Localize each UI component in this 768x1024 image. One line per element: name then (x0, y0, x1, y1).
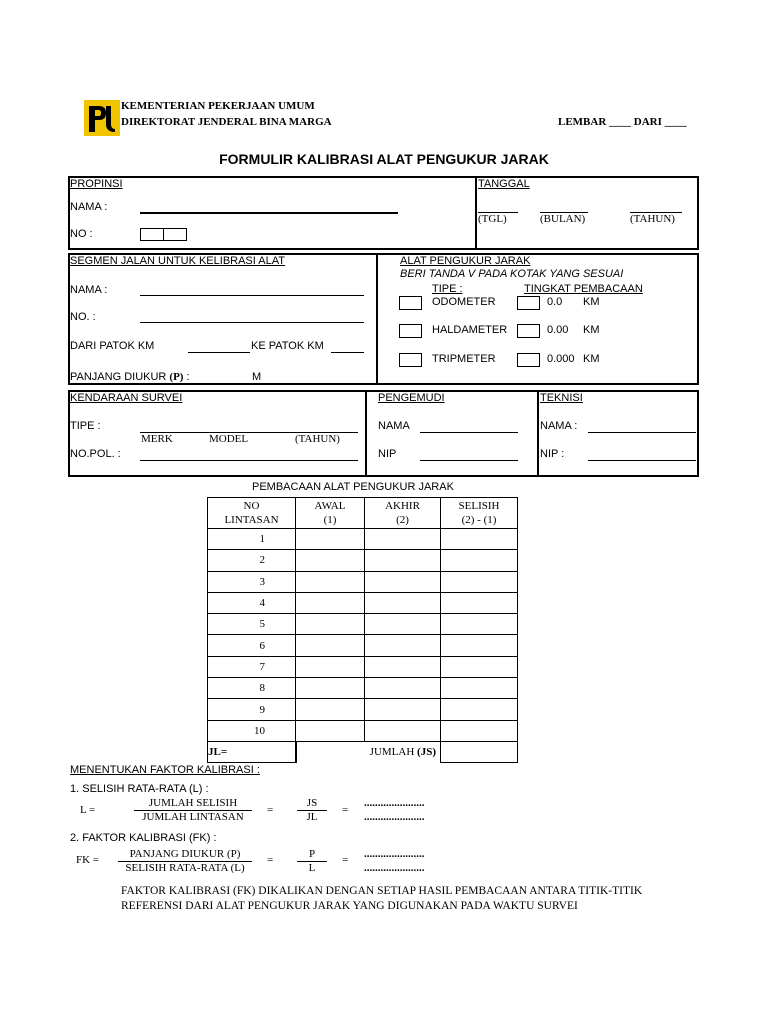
akhir-cell[interactable] (365, 571, 441, 592)
akhir-cell[interactable] (365, 699, 441, 720)
ke-patok-label: KE PATOK KM (251, 340, 324, 352)
tanggal-label: TANGGAL (478, 178, 530, 190)
equals-sign: = (267, 854, 274, 866)
dari-patok-field[interactable] (188, 352, 250, 353)
row-number: 10 (208, 720, 296, 741)
divider (365, 390, 367, 477)
selisih-cell[interactable] (441, 720, 518, 741)
kendaraan-label: KENDARAAN SURVEI (70, 392, 183, 404)
akhir-cell[interactable] (365, 635, 441, 656)
jumlah-label: JUMLAH (JS) (369, 746, 436, 759)
l-denominator: JUMLAH LINTASAN (142, 811, 244, 823)
akhir-cell[interactable] (365, 720, 441, 741)
awal-cell[interactable] (296, 678, 365, 699)
awal-cell[interactable] (296, 614, 365, 635)
propinsi-label: PROPINSI (70, 178, 123, 190)
header-selisih: SELISIH (2) - (1) (441, 498, 518, 529)
sheet-number: LEMBAR ____ DARI ____ (558, 116, 687, 128)
table-row (208, 571, 518, 592)
l-numerator: JUMLAH SELISIH (148, 797, 238, 809)
header-akhir: AKHIR (2) (365, 498, 441, 529)
awal-cell[interactable] (296, 571, 365, 592)
propinsi-no-box-1[interactable] (140, 228, 164, 241)
p-symbol: P (308, 848, 316, 860)
nopol-label: NO.POL. : (70, 448, 121, 460)
tripmeter-reading-checkbox[interactable] (517, 353, 540, 367)
form-title: FORMULIR KALIBRASI ALAT PENGUKUR JARAK (219, 151, 549, 167)
teknisi-label: TEKNISI (540, 392, 583, 404)
row-number: 9 (208, 699, 296, 720)
note-line-2: REFERENSI DARI ALAT PENGUKUR JARAK YANG DIGUNAKAN PADA WAKTU SURVEI (121, 900, 578, 912)
ke-patok-field[interactable] (331, 352, 364, 353)
l-symbol: L (308, 862, 316, 874)
table-caption: PEMBACAAN ALAT PENGUKUR JARAK (252, 481, 454, 493)
row-number: 6 (208, 635, 296, 656)
segmen-no-field[interactable] (140, 322, 364, 323)
note-line-1: FAKTOR KALIBRASI (FK) DIKALIKAN DENGAN SETIAP HASIL PEMBACAAN ANTARA TITIK-TITIK (121, 885, 643, 897)
equals-sign: = (342, 854, 349, 866)
readings-table (207, 497, 518, 763)
jl-cell[interactable]: JL= (208, 741, 296, 762)
tgl-label: (TGL) (478, 213, 507, 225)
tripmeter-unit: KM (583, 353, 600, 365)
selisih-cell[interactable] (441, 614, 518, 635)
panjang-unit: M (252, 371, 262, 383)
table-row (208, 550, 518, 571)
fk-equals: FK = (76, 854, 100, 866)
selisih-cell[interactable] (441, 678, 518, 699)
segmen-label: SEGMEN JALAN UNTUK KELIBRASI ALAT (70, 255, 285, 267)
awal-cell[interactable] (296, 699, 365, 720)
fk-result-top[interactable]: ...................... (364, 848, 425, 860)
awal-cell[interactable] (296, 635, 365, 656)
propinsi-no-label: NO : (70, 228, 93, 240)
selisih-cell[interactable] (441, 571, 518, 592)
odometer-checkbox[interactable] (399, 296, 422, 310)
akhir-cell[interactable] (365, 550, 441, 571)
awal-cell[interactable] (296, 550, 365, 571)
selisih-cell[interactable] (441, 656, 518, 677)
akhir-cell[interactable] (365, 614, 441, 635)
haldameter-checkbox[interactable] (399, 324, 422, 338)
header-awal: AWAL (1) (296, 498, 365, 529)
table-row (208, 592, 518, 613)
awal-cell[interactable] (296, 656, 365, 677)
propinsi-name-label: NAMA : (70, 201, 108, 213)
l-result-top[interactable]: ...................... (364, 797, 425, 809)
selisih-cell[interactable] (441, 592, 518, 613)
row-number: 1 (208, 529, 296, 550)
row-number: 7 (208, 656, 296, 677)
awal-cell[interactable] (296, 592, 365, 613)
driver-nip-field[interactable] (420, 460, 518, 461)
propinsi-name-field[interactable] (140, 212, 398, 214)
pu-logo (84, 100, 120, 136)
table-row (208, 656, 518, 677)
row-number: 5 (208, 614, 296, 635)
instruction-text: BERI TANDA V PADA KOTAK YANG SESUAI (400, 268, 624, 280)
merk-label: MERK (141, 433, 173, 445)
header-no-lintasan: NO LINTASAN (208, 498, 296, 529)
fk-numerator: PANJANG DIUKUR (P) (129, 848, 241, 860)
divider (376, 253, 378, 385)
bulan-label: (BULAN) (540, 213, 586, 225)
segmen-no-label: NO. : (70, 311, 96, 323)
directorate-name: DIREKTORAT JENDERAL BINA MARGA (121, 116, 332, 128)
selisih-cell[interactable] (441, 550, 518, 571)
selisih-cell[interactable] (441, 529, 518, 550)
haldameter-reading-checkbox[interactable] (517, 324, 540, 338)
pu-logo-icon (84, 100, 120, 136)
table-row (208, 720, 518, 741)
calc-heading: MENENTUKAN FAKTOR KALIBRASI : (70, 764, 260, 776)
tripmeter-label: TRIPMETER (432, 353, 496, 365)
table-row (208, 699, 518, 720)
tipe-label: TIPE : (432, 283, 463, 295)
table-row (208, 635, 518, 656)
technician-nip-label: NIP : (540, 448, 565, 460)
table-header-row (208, 498, 518, 529)
table-row (208, 529, 518, 550)
vehicle-type-label: TIPE : (70, 420, 101, 432)
haldameter-label: HALDAMETER (432, 324, 508, 336)
row-number: 2 (208, 550, 296, 571)
fk-result-bottom[interactable]: ...................... (364, 862, 425, 874)
segmen-name-field[interactable] (140, 295, 364, 296)
tripmeter-reading: 0.000 (547, 353, 575, 365)
odometer-reading-checkbox[interactable] (517, 296, 540, 310)
technician-name-label: NAMA : (540, 420, 578, 432)
nopol-field[interactable] (140, 460, 358, 461)
tingkat-label: TINGKAT PEMBACAAN (524, 283, 643, 295)
divider (475, 176, 477, 250)
segmen-name-label: NAMA : (70, 284, 108, 296)
table-row (208, 614, 518, 635)
step1-label: 1. SELISIH RATA-RATA (L) : (70, 783, 209, 795)
dari-patok-label: DARI PATOK KM (70, 340, 155, 352)
tahun-label: (TAHUN) (630, 213, 675, 225)
akhir-cell[interactable] (365, 592, 441, 613)
step2-label: 2. FAKTOR KALIBRASI (FK) : (70, 832, 217, 844)
driver-name-field[interactable] (420, 432, 518, 433)
js-cell[interactable] (441, 741, 518, 762)
driver-nip-label: NIP (378, 448, 397, 460)
divider (537, 390, 539, 477)
odometer-reading: 0.0 (547, 296, 563, 308)
row-number: 4 (208, 592, 296, 613)
propinsi-no-box-2[interactable] (163, 228, 187, 241)
model-label: MODEL (209, 433, 249, 445)
akhir-cell[interactable] (365, 656, 441, 677)
awal-cell[interactable] (296, 529, 365, 550)
row-number: 3 (208, 571, 296, 592)
awal-cell[interactable] (296, 720, 365, 741)
ministry-name: KEMENTERIAN PEKERJAAN UMUM (121, 100, 315, 112)
technician-nip-field[interactable] (588, 460, 696, 461)
akhir-cell[interactable] (365, 529, 441, 550)
driver-name-label: NAMA (378, 420, 410, 432)
selisih-cell[interactable] (441, 635, 518, 656)
l-equals: L = (80, 804, 96, 816)
odometer-unit: KM (583, 296, 600, 308)
table-row (208, 678, 518, 699)
jl-symbol: JL (306, 811, 318, 823)
panjang-diukur-label: PANJANG DIUKUR (P) : (70, 371, 190, 383)
technician-name-field[interactable] (588, 432, 696, 433)
odometer-label: ODOMETER (432, 296, 496, 308)
haldameter-reading: 0.00 (547, 324, 569, 336)
equals-sign: = (267, 804, 274, 816)
alat-label: ALAT PENGUKUR JARAK (400, 255, 531, 267)
table-total-row (208, 741, 518, 762)
fk-denominator: SELISIH RATA-RATA (L) (125, 862, 245, 874)
row-number: 8 (208, 678, 296, 699)
pengemudi-label: PENGEMUDI (378, 392, 445, 404)
akhir-cell[interactable] (365, 678, 441, 699)
tripmeter-checkbox[interactable] (399, 353, 422, 367)
js-symbol: JS (306, 797, 318, 809)
selisih-cell[interactable] (441, 699, 518, 720)
haldameter-unit: KM (583, 324, 600, 336)
equals-sign: = (342, 804, 349, 816)
l-result-bottom[interactable]: ...................... (364, 811, 425, 823)
vehicle-year-label: (TAHUN) (295, 433, 340, 445)
